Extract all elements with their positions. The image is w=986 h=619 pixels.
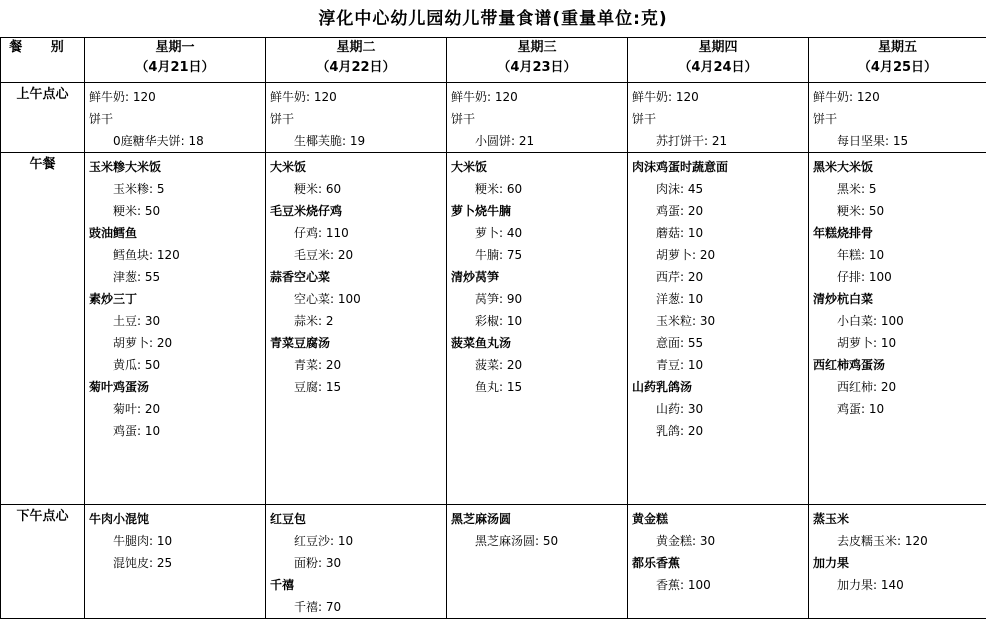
- dish-name: 萝卜烧牛腩: [449, 200, 627, 222]
- day-name: 星期三: [447, 38, 627, 58]
- menu-cell: [85, 505, 266, 619]
- dish-name: 黑芝麻汤圆: [449, 508, 627, 530]
- menu-cell: [266, 153, 447, 505]
- dish-name: 毛豆米烧仔鸡: [268, 200, 446, 222]
- meal-type-header: 餐 别: [1, 38, 85, 83]
- dish-name: 青菜豆腐汤: [268, 332, 446, 354]
- snack-line: 饼干: [811, 108, 986, 130]
- menu-cell: [809, 505, 986, 619]
- ingredient-line: 胡萝卜: 20: [87, 332, 265, 354]
- menu-cell: [628, 153, 809, 505]
- ingredient-line: 牛腩: 75: [449, 244, 627, 266]
- snack-line: 鲜牛奶: 120: [630, 86, 808, 108]
- dish-name: 红豆包: [268, 508, 446, 530]
- ingredient-line: 鸡蛋: 10: [87, 420, 265, 442]
- ingredient-line: 千禧: 70: [268, 596, 446, 618]
- dish-name: 蒜香空心菜: [268, 266, 446, 288]
- ingredient-line: 肉沫: 45: [630, 178, 808, 200]
- day-name: 星期二: [266, 38, 446, 58]
- ingredient-line: 牛腿肉: 10: [87, 530, 265, 552]
- dish-name: 千禧: [268, 574, 446, 596]
- menu-cell: [447, 153, 628, 505]
- ingredient-line: 香蕉: 100: [630, 574, 808, 596]
- day-name: 星期一: [85, 38, 265, 58]
- ingredient-line: 黄瓜: 50: [87, 354, 265, 376]
- ingredient-line: 生椰芙脆: 19: [268, 130, 446, 152]
- menu-cell: [628, 505, 809, 619]
- ingredient-line: 青豆: 10: [630, 354, 808, 376]
- ingredient-line: 鸡蛋: 20: [630, 200, 808, 222]
- ingredient-line: 0庭糖华夫饼: 18: [87, 130, 265, 152]
- snack-line: 饼干: [449, 108, 627, 130]
- ingredient-line: 津葱: 55: [87, 266, 265, 288]
- day-date: （4月25日）: [809, 58, 986, 78]
- ingredient-line: 粳米: 60: [449, 178, 627, 200]
- ingredient-line: 彩椒: 10: [449, 310, 627, 332]
- day-header-thu: [628, 38, 809, 83]
- dish-name: 年糕烧排骨: [811, 222, 986, 244]
- meal-row-morning-snack: [1, 83, 986, 153]
- page-title: 淳化中心幼儿园幼儿带量食谱(重量单位:克): [0, 0, 986, 38]
- ingredient-line: 菠菜: 20: [449, 354, 627, 376]
- ingredient-line: 玉米糁: 5: [87, 178, 265, 200]
- ingredient-line: 鱼丸: 15: [449, 376, 627, 398]
- ingredient-line: 小白菜: 100: [811, 310, 986, 332]
- ingredient-line: 面粉: 30: [268, 552, 446, 574]
- dish-name: 黄金糕: [630, 508, 808, 530]
- day-header-tue: [266, 38, 447, 83]
- ingredient-line: 小圆饼: 21: [449, 130, 627, 152]
- ingredient-line: 胡萝卜: 10: [811, 332, 986, 354]
- ingredient-line: 鳕鱼块: 120: [87, 244, 265, 266]
- ingredient-line: 西芹: 20: [630, 266, 808, 288]
- day-date: （4月23日）: [447, 58, 627, 78]
- ingredient-line: 黑芝麻汤圆: 50: [449, 530, 627, 552]
- ingredient-line: 莴笋: 90: [449, 288, 627, 310]
- dish-name: 清炒杭白菜: [811, 288, 986, 310]
- menu-cell: [809, 83, 986, 153]
- snack-line: 鲜牛奶: 120: [811, 86, 986, 108]
- dish-name: 菊叶鸡蛋汤: [87, 376, 265, 398]
- snack-line: 鲜牛奶: 120: [449, 86, 627, 108]
- day-header-mon: [85, 38, 266, 83]
- ingredient-line: 每日坚果: 15: [811, 130, 986, 152]
- ingredient-line: 加力果: 140: [811, 574, 986, 596]
- dish-name: 西红柿鸡蛋汤: [811, 354, 986, 376]
- snack-line: 鲜牛奶: 120: [87, 86, 265, 108]
- dish-name: 肉沫鸡蛋时蔬意面: [630, 156, 808, 178]
- ingredient-line: 青菜: 20: [268, 354, 446, 376]
- dish-name: 大米饭: [268, 156, 446, 178]
- meal-label: 上午点心: [1, 83, 85, 153]
- ingredient-line: 粳米: 50: [811, 200, 986, 222]
- dish-name: 牛肉小混饨: [87, 508, 265, 530]
- ingredient-line: 土豆: 30: [87, 310, 265, 332]
- ingredient-line: 红豆沙: 10: [268, 530, 446, 552]
- meal-label: 下午点心: [1, 505, 85, 619]
- day-date: （4月22日）: [266, 58, 446, 78]
- day-name: 星期五: [809, 38, 986, 58]
- ingredient-line: 山药: 30: [630, 398, 808, 420]
- ingredient-line: 空心菜: 100: [268, 288, 446, 310]
- ingredient-line: 粳米: 60: [268, 178, 446, 200]
- header-row: [1, 38, 986, 83]
- ingredient-line: 鸡蛋: 10: [811, 398, 986, 420]
- dish-name: 蒸玉米: [811, 508, 986, 530]
- menu-cell: [266, 505, 447, 619]
- menu-cell: [447, 83, 628, 153]
- dish-name: 大米饭: [449, 156, 627, 178]
- snack-line: 饼干: [87, 108, 265, 130]
- snack-line: 饼干: [268, 108, 446, 130]
- menu-cell: [809, 153, 986, 505]
- dish-name: 加力果: [811, 552, 986, 574]
- ingredient-line: 玉米粒: 30: [630, 310, 808, 332]
- day-date: （4月24日）: [628, 58, 808, 78]
- ingredient-line: 蘑菇: 10: [630, 222, 808, 244]
- ingredient-line: 仔鸡: 110: [268, 222, 446, 244]
- dish-name: 黑米大米饭: [811, 156, 986, 178]
- ingredient-line: 乳鸽: 20: [630, 420, 808, 442]
- ingredient-line: 胡萝卜: 20: [630, 244, 808, 266]
- ingredient-line: 年糕: 10: [811, 244, 986, 266]
- ingredient-line: 粳米: 50: [87, 200, 265, 222]
- day-date: （4月21日）: [85, 58, 265, 78]
- dish-name: 菠菜鱼丸汤: [449, 332, 627, 354]
- ingredient-line: 蒜米: 2: [268, 310, 446, 332]
- menu-table: [0, 37, 986, 619]
- ingredient-line: 西红柿: 20: [811, 376, 986, 398]
- ingredient-line: 仔排: 100: [811, 266, 986, 288]
- dish-name: 山药乳鸽汤: [630, 376, 808, 398]
- ingredient-line: 去皮糯玉米: 120: [811, 530, 986, 552]
- ingredient-line: 菊叶: 20: [87, 398, 265, 420]
- day-name: 星期四: [628, 38, 808, 58]
- day-header-wed: [447, 38, 628, 83]
- menu-cell: [628, 83, 809, 153]
- ingredient-line: 意面: 55: [630, 332, 808, 354]
- meal-label: 午餐: [1, 153, 85, 505]
- ingredient-line: 萝卜: 40: [449, 222, 627, 244]
- ingredient-line: 黄金糕: 30: [630, 530, 808, 552]
- menu-cell: [85, 153, 266, 505]
- dish-name: 素炒三丁: [87, 288, 265, 310]
- dish-name: 清炒莴笋: [449, 266, 627, 288]
- meal-row-lunch: [1, 153, 986, 505]
- ingredient-line: 苏打饼干: 21: [630, 130, 808, 152]
- menu-cell: [266, 83, 447, 153]
- dish-name: 豉油鳕鱼: [87, 222, 265, 244]
- dish-name: 都乐香蕉: [630, 552, 808, 574]
- day-header-fri: [809, 38, 986, 83]
- ingredient-line: 洋葱: 10: [630, 288, 808, 310]
- ingredient-line: 豆腐: 15: [268, 376, 446, 398]
- ingredient-line: 毛豆米: 20: [268, 244, 446, 266]
- meal-row-afternoon-snack: [1, 505, 986, 619]
- snack-line: 饼干: [630, 108, 808, 130]
- menu-cell: [447, 505, 628, 619]
- snack-line: 鲜牛奶: 120: [268, 86, 446, 108]
- dish-name: 玉米糁大米饭: [87, 156, 265, 178]
- ingredient-line: 混饨皮: 25: [87, 552, 265, 574]
- menu-cell: [85, 83, 266, 153]
- ingredient-line: 黑米: 5: [811, 178, 986, 200]
